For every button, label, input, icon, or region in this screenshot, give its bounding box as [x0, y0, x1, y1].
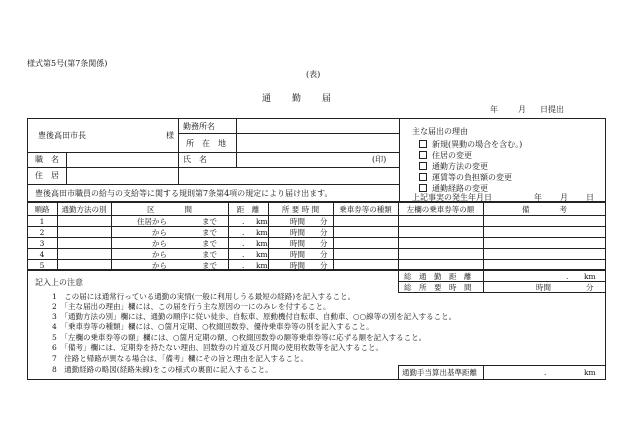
occurrence-month: 月	[560, 193, 568, 202]
header-ticket-amount: 左欄の乗車券等の額	[406, 205, 475, 214]
allowance-calc-label: 通勤手当算出基準距離	[402, 368, 477, 377]
report-sentence: 豊後高田市職員の給与の支給等に関する規則第7条第4項の規定により届け出ます。	[35, 189, 333, 198]
date-year: 年	[490, 105, 498, 114]
row-seq: 4	[39, 250, 45, 259]
row-min: 分	[320, 250, 328, 259]
note-item: 4 「乗車券等の種類」欄には、○箇月定期、○枚綴回数券、優待乗車券等の別を記入すること。	[52, 322, 374, 331]
row-km: km	[256, 250, 268, 259]
location-label: 所 在 地	[186, 139, 226, 148]
reason-option-address: 住居の変更	[419, 151, 472, 160]
note-item: 3 「通勤方法の別」欄には、通勤の順序に従い徒歩、自転車、原動機付自転車、自動車、○○線等の別を記入すること。	[52, 312, 457, 321]
row-hour: 時間	[290, 261, 305, 270]
row-km: km	[256, 228, 268, 237]
address-label: 住 居	[35, 171, 59, 180]
document-title: 通 勤 届	[262, 94, 338, 104]
occurrence-date-label: 上記事実の発生年月日	[412, 193, 492, 202]
reason-option-method: 通勤方法の変更	[419, 162, 488, 171]
row-from: から	[152, 261, 167, 270]
row-dot: .	[242, 217, 245, 226]
row-hour: 時間	[290, 228, 305, 237]
date-month: 月	[518, 105, 526, 114]
row-to: まで	[202, 261, 217, 270]
row-hour: 時間	[290, 217, 305, 226]
header-remarks: 備 考	[522, 205, 567, 214]
note-item: 2 「主な届出の理由」欄には、この届を行う主な原因の一にのみレを付すること。	[52, 302, 331, 311]
header-section: 区 間	[147, 205, 192, 214]
reason-option-new: 新規(異動の場合を含む。)	[419, 140, 522, 149]
header-seq: 順路	[34, 205, 50, 214]
row-dot: .	[242, 228, 245, 237]
occurrence-year: 年	[534, 193, 542, 202]
total-distance-label: 総 通 勤 距 離	[404, 272, 472, 281]
note-item: 8 通勤経路の略図(経路朱線)をこの様式の裏面に記入すること。	[52, 365, 273, 374]
row-seq: 1	[39, 217, 45, 226]
note-item: 5 「左欄の乗車券等の額」欄には、○箇月定期の額、○枚綴回数券の額等乗車券等に応ずる額を記入すること。	[52, 333, 427, 342]
row-hour: 時間	[290, 250, 305, 259]
name-label: 氏 名	[183, 155, 207, 164]
row-to: まで	[202, 228, 217, 237]
row-seq: 2	[39, 228, 45, 237]
row-to: まで	[202, 239, 217, 248]
header-time: 所 要 時 間	[281, 205, 320, 214]
form-number: 様式第5号(第7条関係)	[27, 59, 108, 68]
notes-heading: 記入上の注意	[35, 278, 83, 287]
checkbox[interactable]	[419, 151, 427, 159]
header-distance: 距 離	[236, 205, 260, 214]
row-hour: 時間	[290, 239, 305, 248]
allowance-calc-dot: .	[544, 368, 547, 377]
row-from: から	[152, 239, 167, 248]
total-time-hour: 時間	[536, 283, 551, 292]
row-dot: .	[242, 250, 245, 259]
reason-option-fare: 運賃等の負担額の変更	[419, 173, 512, 182]
total-time-label: 総 所 要 時 間	[404, 283, 472, 292]
reason-heading: 主な届出の理由	[412, 127, 468, 136]
date-day-submitted: 日提出	[540, 105, 564, 114]
note-item: 1 この届には通常行っている通勤の実情(一般に利用しうる最短の経路)を記入すること。	[52, 292, 356, 301]
header-method: 通勤方法の別	[61, 205, 107, 214]
row-km: km	[256, 261, 268, 270]
checkbox[interactable]	[419, 184, 427, 192]
row-dot: .	[242, 261, 245, 270]
row-from: から	[152, 228, 167, 237]
note-item: 7 往路と帰路が異なる場合は、「備考」欄にその旨と理由を記入すること。	[52, 354, 309, 363]
seal-mark: (印)	[372, 155, 387, 164]
side-label: (表)	[306, 70, 321, 79]
row-seq: 5	[39, 261, 45, 270]
note-item: 6 「備考」欄には、定期券を持たない理由、回数券の片道及び月間の使用枚数等を記入すること。	[52, 343, 384, 352]
row-from: 住居から	[137, 217, 167, 226]
total-distance-dot: .	[566, 272, 569, 281]
row-from: から	[152, 250, 167, 259]
checkbox[interactable]	[419, 162, 427, 170]
reason-option-route: 通勤経路の変更	[419, 184, 488, 193]
row-km: km	[256, 239, 268, 248]
dept-name-label: 勤務所名	[183, 122, 215, 131]
row-min: 分	[320, 217, 328, 226]
row-to: まで	[202, 217, 217, 226]
occurrence-day: 日	[586, 193, 594, 202]
header-ticket-type: 乗車券等の種類	[339, 205, 392, 214]
row-to: まで	[202, 250, 217, 259]
total-time-min: 分	[586, 283, 594, 292]
honorific: 様	[166, 131, 174, 140]
checkbox[interactable]	[419, 173, 427, 181]
total-distance-unit: km	[584, 272, 596, 281]
row-dot: .	[242, 239, 245, 248]
row-min: 分	[320, 239, 328, 248]
row-km: km	[256, 217, 268, 226]
row-min: 分	[320, 261, 328, 270]
row-seq: 3	[39, 239, 45, 248]
allowance-calc-unit: km	[584, 368, 596, 377]
job-title-label: 職 名	[35, 155, 59, 164]
row-min: 分	[320, 228, 328, 237]
addressee: 豊後高田市長	[38, 131, 86, 140]
checkbox[interactable]	[419, 140, 427, 148]
